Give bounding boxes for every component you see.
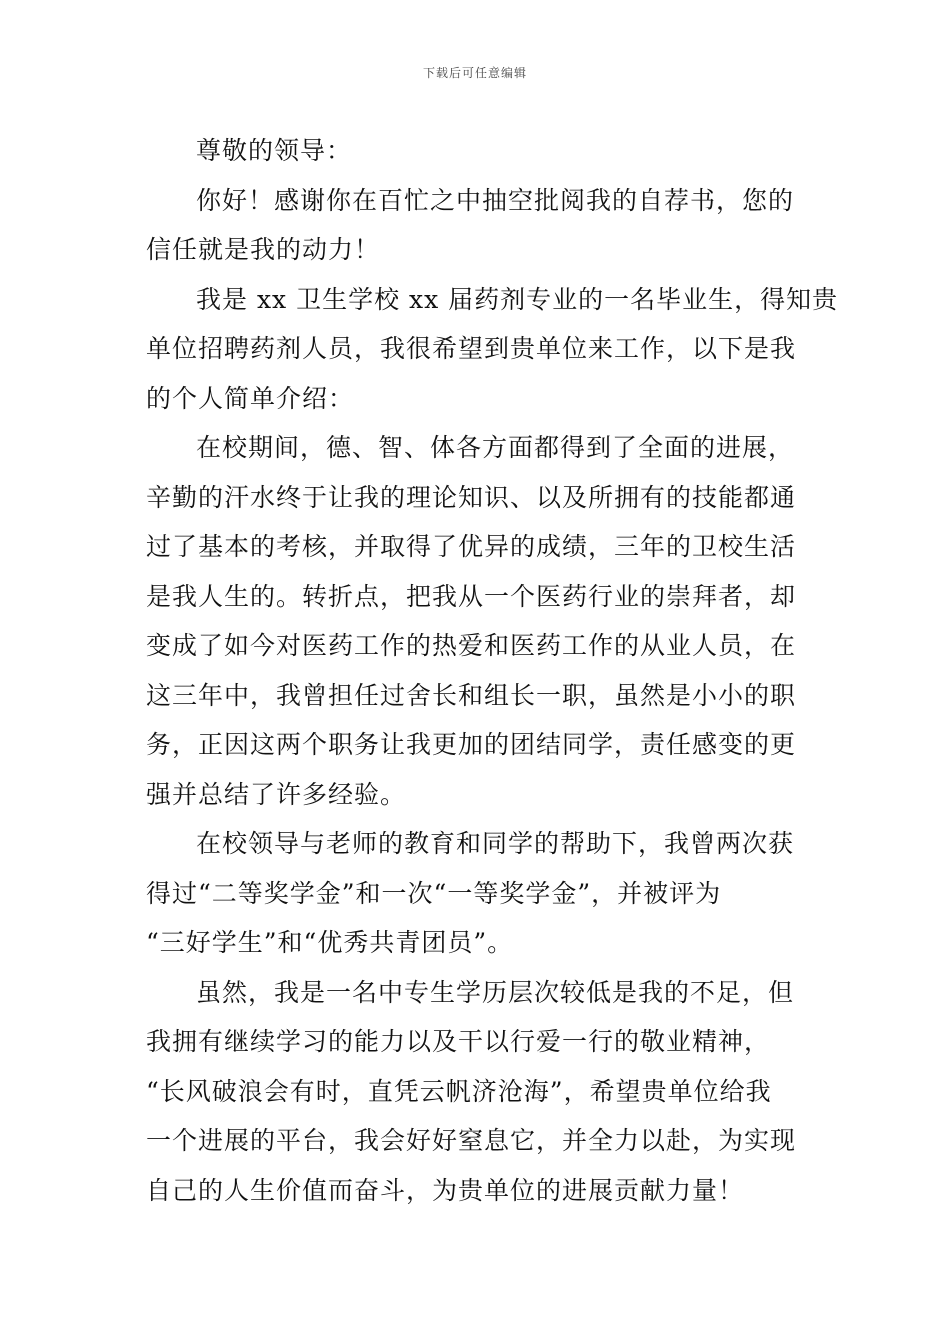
paragraph-closing	[146, 968, 810, 1216]
paragraph-line: 这三年中，我曾担任过舍长和组长一职，虽然是小小的职	[146, 680, 797, 710]
paragraph-line: 得过“二等奖学金”和一次“一等奖学金”，并被评为	[146, 878, 722, 908]
salutation: 尊敬的领导：	[196, 136, 353, 165]
paragraph-line: 我是 xx 卫生学校 xx 届药剂专业的一名毕业生，得知贵	[196, 284, 839, 314]
paragraph-line: 过了基本的考核，并取得了优异的成绩，三年的卫校生活	[146, 532, 797, 561]
paragraph-line: “长风破浪会有时，直凭云帆济沧海”，希望贵单位给我	[146, 1076, 772, 1106]
page-header-note: 下载后可任意编辑	[422, 66, 527, 80]
paragraph-greeting	[146, 176, 810, 275]
paragraph-line: “三好学生”和“优秀共青团员”。	[146, 928, 514, 957]
paragraph-line: 在校期间，德、智、体各方面都得到了全面的进展，	[196, 433, 795, 462]
paragraph-line: 是我人生的。转折点，把我从一个医药行业的崇拜者，却	[146, 581, 797, 611]
paragraph-line: 变成了如今对医药工作的热爱和医药工作的从业人员，在	[146, 631, 797, 660]
paragraph-line: 你好！感谢你在百忙之中抽空批阅我的自荐书，您的	[196, 185, 795, 215]
paragraph-introduction	[146, 275, 839, 424]
paragraph-line: 务，正因这两个职务让我更加的团结同学，责任感变的更	[146, 730, 797, 759]
paragraph-line: 强并总结了许多经验。	[146, 779, 407, 809]
paragraph-line: 在校领导与老师的教育和同学的帮助下，我曾两次获	[196, 829, 795, 858]
paragraph-awards	[146, 819, 810, 968]
paragraph-line: 信任就是我的动力！	[146, 235, 381, 264]
paragraph-line: 的个人简单介绍：	[146, 383, 355, 413]
paragraph-line: 自己的人生价值而奋斗，为贵单位的进展贡献力量！	[146, 1175, 745, 1205]
paragraph-school-experience	[146, 423, 810, 819]
paragraph-line: 辛勤的汗水终于让我的理论知识、以及所拥有的技能都通	[146, 482, 797, 512]
letter-body	[146, 126, 839, 1215]
paragraph-line: 单位招聘药剂人员，我很希望到贵单位来工作，以下是我	[146, 334, 797, 363]
paragraph-line: 一个进展的平台，我会好好窒息它，并全力以赴，为实现	[146, 1126, 797, 1155]
paragraph-line: 虽然，我是一名中专生学历层次较低是我的不足，但	[196, 977, 795, 1007]
paragraph-line: 我拥有继续学习的能力以及干以行爱一行的敬业精神，	[146, 1027, 771, 1056]
